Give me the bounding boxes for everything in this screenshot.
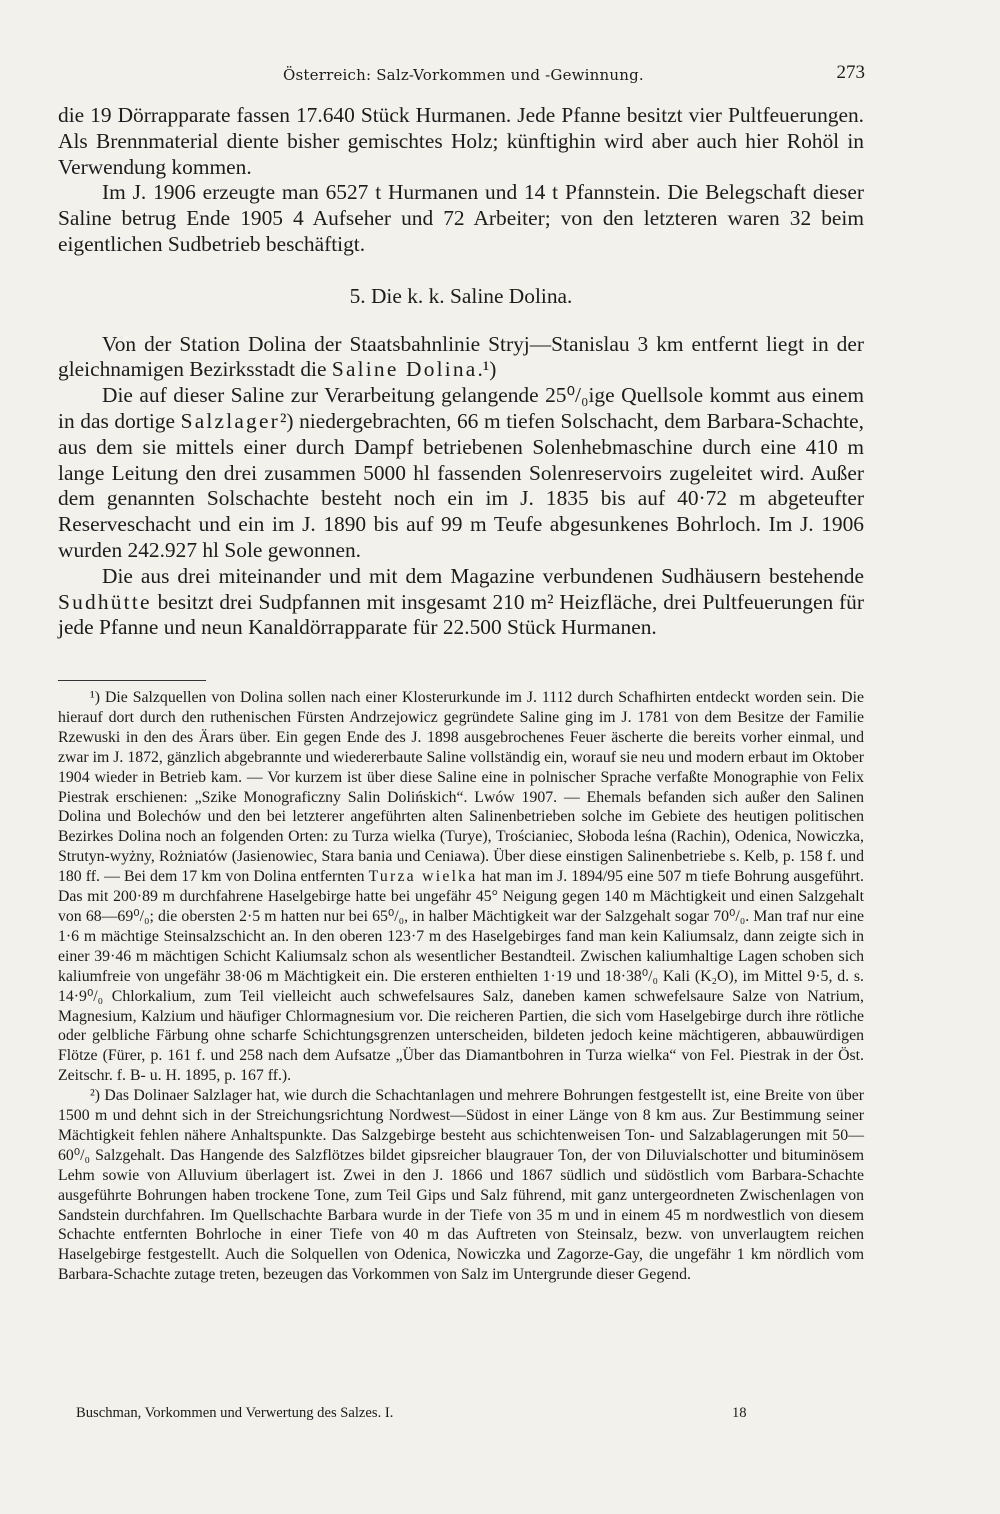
footnote-2: ²) Das Dolinaer Salzlager hat, wie durch die Schachtanlagen und mehrere Bohrungen festgestellt ist, eine Breite von über 1500 m und dehnt sich in der Streichungsrichtung Nordwest—Südost in einer Länge von 8 km aus. Zur Bestimmung seiner Mächtigkeit fehlen nähere Anhaltspunkte. Das Salzgebirge besteht aus schichtenweisen Ton- und Salzablagerungen mit 50—60⁰/₀ Salzgehalt. Das Hangende des Salzflötzes bildet gipsreicher blaugrauer Ton, der von Diluvialschotter und bituminösem Lehm sowie von Alluvium überlagert ist. Zwei in den J. 1866 und 1867 südlich und südöstlich vom Barbara-Schachte ausgeführte Bohrungen haben trockene Tone, zum Teil Gips und Salz führend, mit ganz untergeordneten Zwischenlagen von Sandstein durchfahren. Im Quellschachte Barbara wurde in der Tiefe von 35 m und in einem 45 m nordwestlich von diesem Schachte entfernten Bohrloche in einer Tiefe von 40 m das Auftreten von Steinsalz, bezw. von unverlaugtem reichen Haselgebirge festgestellt. Auch die Solquellen von Odenica, Nowiczka und Zagorze-Gay, die ungefähr 1 km nördlich vom Barbara-Schachte zutage treten, bezeugen das Vorkommen von Salz im Untergrunde dieser Gegend. xyxy=(58,1087,864,1284)
page-header xyxy=(58,62,865,90)
emphasized-term: Sudhütte xyxy=(58,589,152,614)
emphasized-term: Turza wielka xyxy=(368,868,478,886)
paragraph: Im J. 1906 erzeugte man 6527 t Hurmanen und 14 t Pfannstein. Die Belegschaft dieser Saline betrug Ende 1905 4 Aufseher und 72 Arbeiter; von den letzteren waren 32 beim eigentlichen Sudbetrieb beschäftigt. xyxy=(58,180,864,256)
main-text xyxy=(58,103,864,641)
text-run: Die aus drei miteinander und mit dem Magazine verbundenen Sudhäusern bestehende xyxy=(102,563,864,588)
text-run: .¹) xyxy=(477,357,497,382)
footnote-divider xyxy=(58,680,206,681)
page-number: 273 xyxy=(836,62,865,83)
paragraph xyxy=(58,383,864,564)
text-run: Von der Station Dolina der Staatsbahnlinie Stryj—Stanislau 3 km entfernt liegt in der gleichnamigen Bezirksstadt die xyxy=(58,331,864,382)
signature-mark: 18 xyxy=(732,1405,747,1421)
section-heading: 5. Die k. k. Saline Dolina. xyxy=(349,283,573,308)
footnotes xyxy=(58,688,864,1285)
footnote-1 xyxy=(58,688,864,1086)
emphasized-term: Saline Dolina xyxy=(331,357,478,382)
text-run: ²) niedergebrachten, 66 m tiefen Solschacht, dem Barbara-Schachte, aus dem sie mittels einer durch Dampf betriebenen Solenhebmaschine durch eine 410 m lange Leitung den drei zusammen 5000 hl fassenden Solenreservoirs zugeleitet wird. Außer dem genannten Solschachte besteht noch ein im J. 1835 bis auf 40·72 m abgeteufter Reserveschacht und ein im J. 1890 bis auf 99 m Teufe abgesunkenes Bohrloch. Im J. 1906 wurden 242.927 hl Sole gewonnen. xyxy=(58,408,864,562)
text-run: ¹) Die Salzquellen von Dolina sollen nach einer Klosterurkunde im J. 1112 durch Schafhirten entdeckt worden sein. Die hierauf dort durch den ruthenischen Fürsten Andrzejowicz gegründete Saline ging im J. 1781 von dem Besitze der Familie Rzewuski in den des Ärars über. Ein gegen Ende des J. 1898 ausgebrochenes Feuer äscherte die bereits vorher einmal, und zwar im J. 1872, gänzlich abgebrannte und wiedererbaute Saline vollständig ein, worauf sie neu und modern erbaut im Oktober 1904 wieder in Betrieb kam. — Vor kurzem ist über diese Saline eine in polnischer Sprache verfaßte Monographie von Felix Piestrak erschienen: „Szike Monograficzny Salin Dolińskich“. Lwów 1907. — Ehemals befanden sich außer den Salinen Dolina und Bolechów und den bei letzterer angeführten alten Salinenbetrieben solche im Gebiete des heutigen politischen Bezirkes Dolina noch an folgenden Orten: zu Turza wielka (Turye), Trościaniec, Słoboda leśna (Rachin), Odenica, Nowiczka, Strutyn-wyżny, Rożniatów (Jasienowiec, Stara bania und Ceniawa). Über diese einstigen Salinenbetriebe s. Kelb, p. 158 f. und 180 ff. — Bei dem 17 km von Dolina entfernten xyxy=(58,689,864,886)
text-run: besitzt drei Sudpfannen mit insgesamt 210 m² Heizfläche, drei Pultfeuerungen für jede Pfanne und neun Kanaldörrapparate für 22.500 Stück Hurmanen. xyxy=(58,589,864,640)
text-run: hat man im J. 1894/95 eine 507 m tiefe Bohrung ausgeführt. Das mit 200·89 m durchfahrene Haselgebirge hatte bei ungefähr 45° Neigung gegen 140 m Mächtigkeit und einen Salzgehalt von 68—69⁰/₀; die obersten 2·5 m hatten nur bei 65⁰/₀, in halber Mächtigkeit war der Salzgehalt sogar 70⁰/₀. Man traf nur eine 1·6 m mächtige Steinsalzschicht an. In den oberen 123·7 m des Haselgebirges fand man kein Kaliumsalz, dann zeigte sich in einer 39·46 m mächtigen Schicht Kaliumsalz schon als wesentlicher Bestandteil. Zwischen kaliumhaltige Lagen schoben sich kaliumfreie von ungefähr 38·06 m Mächtigkeit ein. Die ersteren enthielten 1·19 und 18·38⁰/₀ Kali (K₂O), im Mittel 9·5, d. s. 14·9⁰/₀ Chlorkalium, zum Teil vielleicht auch schwefelsaures Salz, daneben kamen schwefelsaure Salze von Natrium, Magnesium, Kalzium und häufiger Chlormagnesium vor. Die reicheren Partien, die sich vom Haselgebirge durch ihre rötliche oder gelbliche Färbung ohne scharfe Schichtungsgrenzen unterscheiden, bildeten jedoch keine mächtigeren, abbauwürdigen Flötze (Fürer, p. 161 f. und 258 nach dem Aufsatze „Über das Diamantbohren in Turza wielka“ von Fel. Piestrak in der Öst. Zeitschr. f. B- u. H. 1895, p. 167 ff.). xyxy=(58,868,864,1085)
footer-text: Buschman, Vorkommen und Verwertung des Salzes. I. xyxy=(76,1405,394,1421)
emphasized-term: Salzlager xyxy=(180,408,280,433)
paragraph xyxy=(58,332,864,384)
text-run: Die auf dieser Saline zur Verarbeitung gelangende 25⁰/₀ige Quellsole kommt aus einem in das dortige xyxy=(58,383,864,433)
paragraph xyxy=(58,564,864,641)
running-head: Österreich: Salz-Vorkommen und -Gewinnung. xyxy=(283,66,644,84)
paragraph: die 19 Dörrapparate fassen 17.640 Stück Hurmanen. Jede Pfanne besitzt vier Pultfeuerungen. Als Brennmaterial diente bisher gemischtes Holz; künftighin wird aber auch hier Rohöl in Verwendung kommen. xyxy=(58,103,864,179)
